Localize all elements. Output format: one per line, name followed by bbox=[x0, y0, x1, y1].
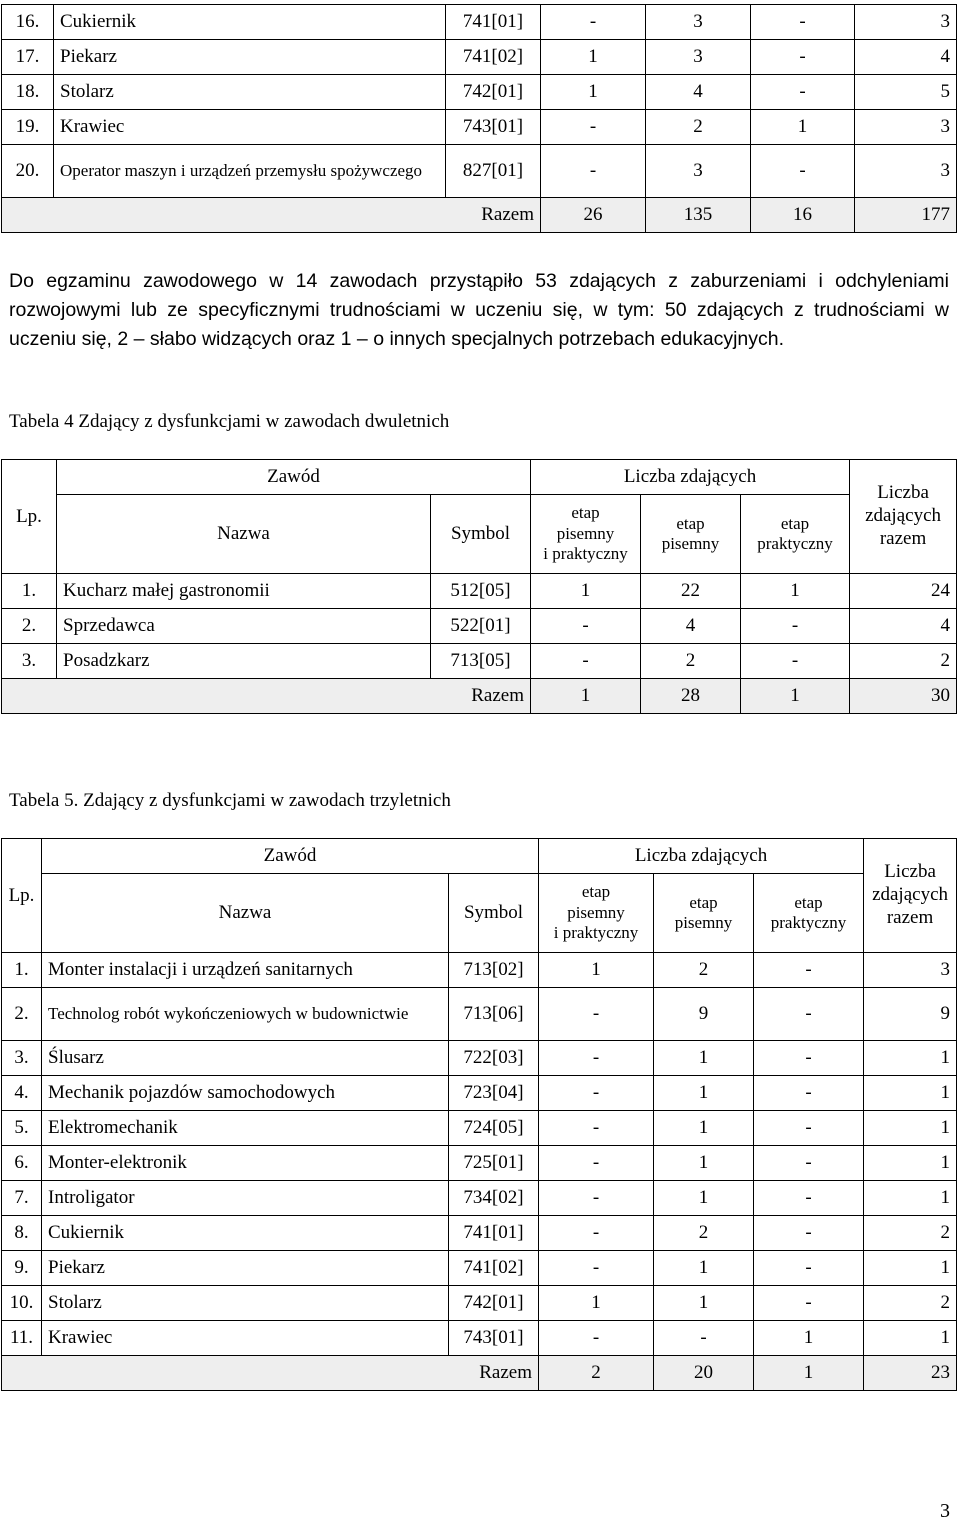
count-written: 2 bbox=[654, 953, 754, 988]
count-written: 1 bbox=[654, 1111, 754, 1146]
count-written: 1 bbox=[654, 1181, 754, 1216]
header-name: Nazwa bbox=[42, 874, 449, 953]
count-total: 3 bbox=[864, 953, 957, 988]
table-row bbox=[2, 1041, 957, 1076]
subheader-row bbox=[2, 874, 957, 953]
count-written-practical: 1 bbox=[539, 953, 654, 988]
count-written: 1 bbox=[654, 1076, 754, 1111]
occupation-symbol: 741[02] bbox=[449, 1251, 539, 1286]
table-row bbox=[2, 574, 957, 609]
header-lp: Lp. bbox=[2, 839, 42, 953]
row-number: 17. bbox=[2, 40, 54, 75]
count-written: 2 bbox=[641, 644, 741, 679]
header-total-line: razem bbox=[886, 906, 934, 928]
count-written: 1 bbox=[654, 1251, 754, 1286]
table-row bbox=[2, 1321, 957, 1356]
count-practical: - bbox=[754, 988, 864, 1041]
occupation-name: Monter-elektronik bbox=[42, 1146, 449, 1181]
occupation-symbol: 723[04] bbox=[449, 1076, 539, 1111]
row-number: 2. bbox=[2, 609, 57, 644]
count-practical: - bbox=[741, 644, 850, 679]
count-total: 24 bbox=[850, 574, 957, 609]
header-total-line: Liczba bbox=[884, 861, 936, 883]
count-written: 3 bbox=[646, 145, 751, 198]
sum-written-practical: 2 bbox=[539, 1356, 654, 1391]
page-number: 3 bbox=[940, 1500, 950, 1522]
row-number: 1. bbox=[2, 953, 42, 988]
header-written-practical-line: i praktyczny bbox=[553, 923, 639, 943]
header-occupation: Zawód bbox=[57, 460, 531, 495]
header-written-practical-line: pisemny bbox=[567, 902, 625, 922]
row-number: 7. bbox=[2, 1181, 42, 1216]
occupation-name: Piekarz bbox=[42, 1251, 449, 1286]
occupation-name: Piekarz bbox=[54, 40, 446, 75]
count-written-practical: 1 bbox=[541, 75, 646, 110]
count-total: 5 bbox=[855, 75, 957, 110]
count-written-practical: - bbox=[539, 1251, 654, 1286]
count-written-practical: - bbox=[539, 1181, 654, 1216]
count-total: 2 bbox=[864, 1286, 957, 1321]
count-written-practical: - bbox=[531, 644, 641, 679]
table-row bbox=[2, 1111, 957, 1146]
header-written bbox=[641, 495, 741, 574]
count-practical: - bbox=[754, 1181, 864, 1216]
count-total: 2 bbox=[850, 644, 957, 679]
count-written: 3 bbox=[646, 40, 751, 75]
count-total: 1 bbox=[864, 1181, 957, 1216]
header-name: Nazwa bbox=[57, 495, 431, 574]
table-row bbox=[2, 1146, 957, 1181]
table-continuation-body bbox=[2, 5, 957, 233]
header-symbol: Symbol bbox=[431, 495, 531, 574]
count-total: 3 bbox=[855, 110, 957, 145]
sum-label: Razem bbox=[2, 679, 531, 714]
count-total: 1 bbox=[864, 1251, 957, 1286]
sum-total: 177 bbox=[855, 198, 957, 233]
count-total: 1 bbox=[864, 1041, 957, 1076]
header-written-practical-line: etap bbox=[581, 882, 611, 902]
sum-written: 20 bbox=[654, 1356, 754, 1391]
table-row bbox=[2, 40, 957, 75]
header-written-practical-line: etap bbox=[571, 503, 600, 523]
header-practical-line: etap bbox=[780, 513, 810, 533]
header-total-line: razem bbox=[879, 527, 927, 549]
count-practical: - bbox=[754, 1041, 864, 1076]
count-practical: - bbox=[754, 1216, 864, 1251]
count-total: 9 bbox=[864, 988, 957, 1041]
count-written-practical: - bbox=[539, 988, 654, 1041]
sum-practical: 16 bbox=[751, 198, 855, 233]
header-occupation: Zawód bbox=[42, 839, 539, 874]
count-written: 1 bbox=[654, 1146, 754, 1181]
count-written-practical: - bbox=[541, 110, 646, 145]
count-total: 2 bbox=[864, 1216, 957, 1251]
count-written: 3 bbox=[646, 5, 751, 40]
occupation-symbol: 827[01] bbox=[446, 145, 541, 198]
table-row bbox=[2, 1216, 957, 1251]
count-written-practical: - bbox=[539, 1076, 654, 1111]
occupation-name: Introligator bbox=[42, 1181, 449, 1216]
count-written: 22 bbox=[641, 574, 741, 609]
table-row bbox=[2, 1251, 957, 1286]
count-practical: - bbox=[751, 75, 855, 110]
count-written: 2 bbox=[654, 1216, 754, 1251]
occupation-symbol: 713[02] bbox=[449, 953, 539, 988]
row-number: 3. bbox=[2, 644, 57, 679]
header-count: Liczba zdających bbox=[531, 460, 850, 495]
header-practical-line: etap bbox=[794, 892, 823, 912]
count-total: 3 bbox=[855, 5, 957, 40]
header-row bbox=[2, 839, 957, 874]
header-written-practical bbox=[539, 874, 654, 953]
count-practical: - bbox=[754, 1111, 864, 1146]
header-symbol: Symbol bbox=[449, 874, 539, 953]
table-row bbox=[2, 1181, 957, 1216]
header-total-line: zdających bbox=[872, 884, 949, 906]
occupation-symbol: 713[05] bbox=[431, 644, 531, 679]
occupation-name: Stolarz bbox=[42, 1286, 449, 1321]
count-practical: - bbox=[754, 953, 864, 988]
header-written bbox=[654, 874, 754, 953]
header-practical bbox=[741, 495, 850, 574]
row-number: 9. bbox=[2, 1251, 42, 1286]
row-number: 18. bbox=[2, 75, 54, 110]
occupation-symbol: 742[01] bbox=[449, 1286, 539, 1321]
count-written: 1 bbox=[654, 1041, 754, 1076]
row-number: 19. bbox=[2, 110, 54, 145]
header-written-line: pisemny bbox=[661, 534, 720, 553]
count-practical: 1 bbox=[741, 574, 850, 609]
header-written-practical-line: i praktyczny bbox=[543, 544, 628, 564]
occupation-symbol: 734[02] bbox=[449, 1181, 539, 1216]
table-row bbox=[2, 5, 957, 40]
header-total-line: Liczba bbox=[877, 482, 929, 504]
occupation-symbol: 722[03] bbox=[449, 1041, 539, 1076]
count-total: 1 bbox=[864, 1321, 957, 1356]
row-number: 5. bbox=[2, 1111, 42, 1146]
count-written-practical: - bbox=[539, 1111, 654, 1146]
occupation-name: Mechanik pojazdów samochodowych bbox=[42, 1076, 449, 1111]
table-row bbox=[2, 145, 957, 198]
occupation-name: Cukiernik bbox=[54, 5, 446, 40]
count-written-practical: - bbox=[541, 145, 646, 198]
header-row bbox=[2, 460, 957, 495]
sum-row bbox=[2, 1356, 957, 1391]
sum-row bbox=[2, 198, 957, 233]
count-written-practical: - bbox=[539, 1216, 654, 1251]
header-total bbox=[850, 460, 957, 574]
count-written-practical: - bbox=[539, 1146, 654, 1181]
sum-label: Razem bbox=[2, 198, 541, 233]
row-number: 10. bbox=[2, 1286, 42, 1321]
table-row bbox=[2, 1286, 957, 1321]
header-practical-line: praktyczny bbox=[757, 534, 833, 553]
table-row bbox=[2, 75, 957, 110]
count-practical: - bbox=[754, 1076, 864, 1111]
count-practical: - bbox=[741, 609, 850, 644]
sum-practical: 1 bbox=[741, 679, 850, 714]
table4-caption: Tabela 4 Zdający z dysfunkcjami w zawodach dwuletnich bbox=[9, 411, 450, 432]
count-total: 1 bbox=[864, 1146, 957, 1181]
count-written-practical: - bbox=[539, 1041, 654, 1076]
count-practical: - bbox=[754, 1146, 864, 1181]
count-total: 1 bbox=[864, 1076, 957, 1111]
count-total: 4 bbox=[850, 609, 957, 644]
sum-label: Razem bbox=[2, 1356, 539, 1391]
table5 bbox=[1, 838, 957, 1391]
row-number: 16. bbox=[2, 5, 54, 40]
row-number: 4. bbox=[2, 1076, 42, 1111]
table-row bbox=[2, 953, 957, 988]
header-practical-line: praktyczny bbox=[770, 913, 847, 932]
sum-written-practical: 1 bbox=[531, 679, 641, 714]
occupation-name: Stolarz bbox=[54, 75, 446, 110]
occupation-symbol: 713[06] bbox=[449, 988, 539, 1041]
table-row bbox=[2, 988, 957, 1041]
row-number: 1. bbox=[2, 574, 57, 609]
sum-written: 28 bbox=[641, 679, 741, 714]
count-written-practical: - bbox=[531, 609, 641, 644]
count-practical: 1 bbox=[754, 1321, 864, 1356]
occupation-symbol: 741[01] bbox=[449, 1216, 539, 1251]
table5-caption: Tabela 5. Zdający z dysfunkcjami w zawodach trzyletnich bbox=[9, 790, 451, 811]
table-row bbox=[2, 110, 957, 145]
count-written: 4 bbox=[641, 609, 741, 644]
occupation-name: Kucharz małej gastronomii bbox=[57, 574, 431, 609]
occupation-symbol: 743[01] bbox=[446, 110, 541, 145]
occupation-symbol: 512[05] bbox=[431, 574, 531, 609]
count-practical: - bbox=[751, 145, 855, 198]
table4 bbox=[1, 459, 957, 714]
count-practical: - bbox=[754, 1251, 864, 1286]
occupation-symbol: 742[01] bbox=[446, 75, 541, 110]
occupation-name: Sprzedawca bbox=[57, 609, 431, 644]
count-total: 3 bbox=[855, 145, 957, 198]
table4-body bbox=[2, 460, 957, 714]
count-practical: 1 bbox=[751, 110, 855, 145]
count-written-practical: - bbox=[539, 1321, 654, 1356]
row-number: 2. bbox=[2, 988, 42, 1041]
count-total: 1 bbox=[864, 1111, 957, 1146]
occupation-symbol: 724[05] bbox=[449, 1111, 539, 1146]
occupation-symbol: 741[02] bbox=[446, 40, 541, 75]
count-written-practical: 1 bbox=[539, 1286, 654, 1321]
occupation-name: Elektromechanik bbox=[42, 1111, 449, 1146]
count-written: 9 bbox=[654, 988, 754, 1041]
occupation-name: Cukiernik bbox=[42, 1216, 449, 1251]
table-row bbox=[2, 644, 957, 679]
count-written: 2 bbox=[646, 110, 751, 145]
header-total-line: zdających bbox=[865, 505, 942, 527]
header-written-practical bbox=[531, 495, 641, 574]
header-total bbox=[864, 839, 957, 953]
count-written-practical: 1 bbox=[531, 574, 641, 609]
header-written-line: etap bbox=[689, 892, 718, 912]
occupation-symbol: 741[01] bbox=[446, 5, 541, 40]
count-practical: - bbox=[754, 1286, 864, 1321]
occupation-name: Ślusarz bbox=[42, 1041, 449, 1076]
count-written-practical: - bbox=[541, 5, 646, 40]
row-number: 6. bbox=[2, 1146, 42, 1181]
header-written-practical-line: pisemny bbox=[556, 523, 615, 543]
occupation-name: Krawiec bbox=[42, 1321, 449, 1356]
count-total: 4 bbox=[855, 40, 957, 75]
summary-paragraph: Do egzaminu zawodowego w 14 zawodach przystąpiło 53 zdających z zaburzeniami i odchyleniami rozwojowymi lub ze specyficznymi trudnościami w uczeniu się, w tym: 50 zdających z trudnościami w uczeniu się, 2 – słabo widzących oraz 1 – o innych specjalnych potrzebach edukacyjnych. bbox=[9, 270, 949, 350]
count-written: - bbox=[654, 1321, 754, 1356]
sum-written: 135 bbox=[646, 198, 751, 233]
occupation-symbol: 743[01] bbox=[449, 1321, 539, 1356]
count-written: 1 bbox=[654, 1286, 754, 1321]
occupation-name: Krawiec bbox=[54, 110, 446, 145]
table-continuation bbox=[1, 4, 957, 233]
row-number: 11. bbox=[2, 1321, 42, 1356]
header-written-line: etap bbox=[676, 513, 705, 533]
occupation-name: Operator maszyn i urządzeń przemysłu spożywczego bbox=[54, 145, 446, 198]
count-written-practical: 1 bbox=[541, 40, 646, 75]
header-count: Liczba zdających bbox=[539, 839, 864, 874]
row-number: 3. bbox=[2, 1041, 42, 1076]
subheader-row bbox=[2, 495, 957, 574]
table-row bbox=[2, 1076, 957, 1111]
occupation-name: Posadzkarz bbox=[57, 644, 431, 679]
row-number: 20. bbox=[2, 145, 54, 198]
occupation-symbol: 725[01] bbox=[449, 1146, 539, 1181]
table5-body bbox=[2, 839, 957, 1391]
table-row bbox=[2, 609, 957, 644]
occupation-symbol: 522[01] bbox=[431, 609, 531, 644]
sum-practical: 1 bbox=[754, 1356, 864, 1391]
count-practical: - bbox=[751, 40, 855, 75]
sum-total: 23 bbox=[864, 1356, 957, 1391]
header-lp: Lp. bbox=[2, 460, 57, 574]
occupation-name: Monter instalacji i urządzeń sanitarnych bbox=[42, 953, 449, 988]
occupation-name: Technolog robót wykończeniowych w budownictwie bbox=[42, 988, 449, 1041]
count-practical: - bbox=[751, 5, 855, 40]
sum-total: 30 bbox=[850, 679, 957, 714]
header-practical bbox=[754, 874, 864, 953]
header-written-line: pisemny bbox=[674, 913, 733, 932]
sum-written-practical: 26 bbox=[541, 198, 646, 233]
row-number: 8. bbox=[2, 1216, 42, 1251]
sum-row bbox=[2, 679, 957, 714]
count-written: 4 bbox=[646, 75, 751, 110]
